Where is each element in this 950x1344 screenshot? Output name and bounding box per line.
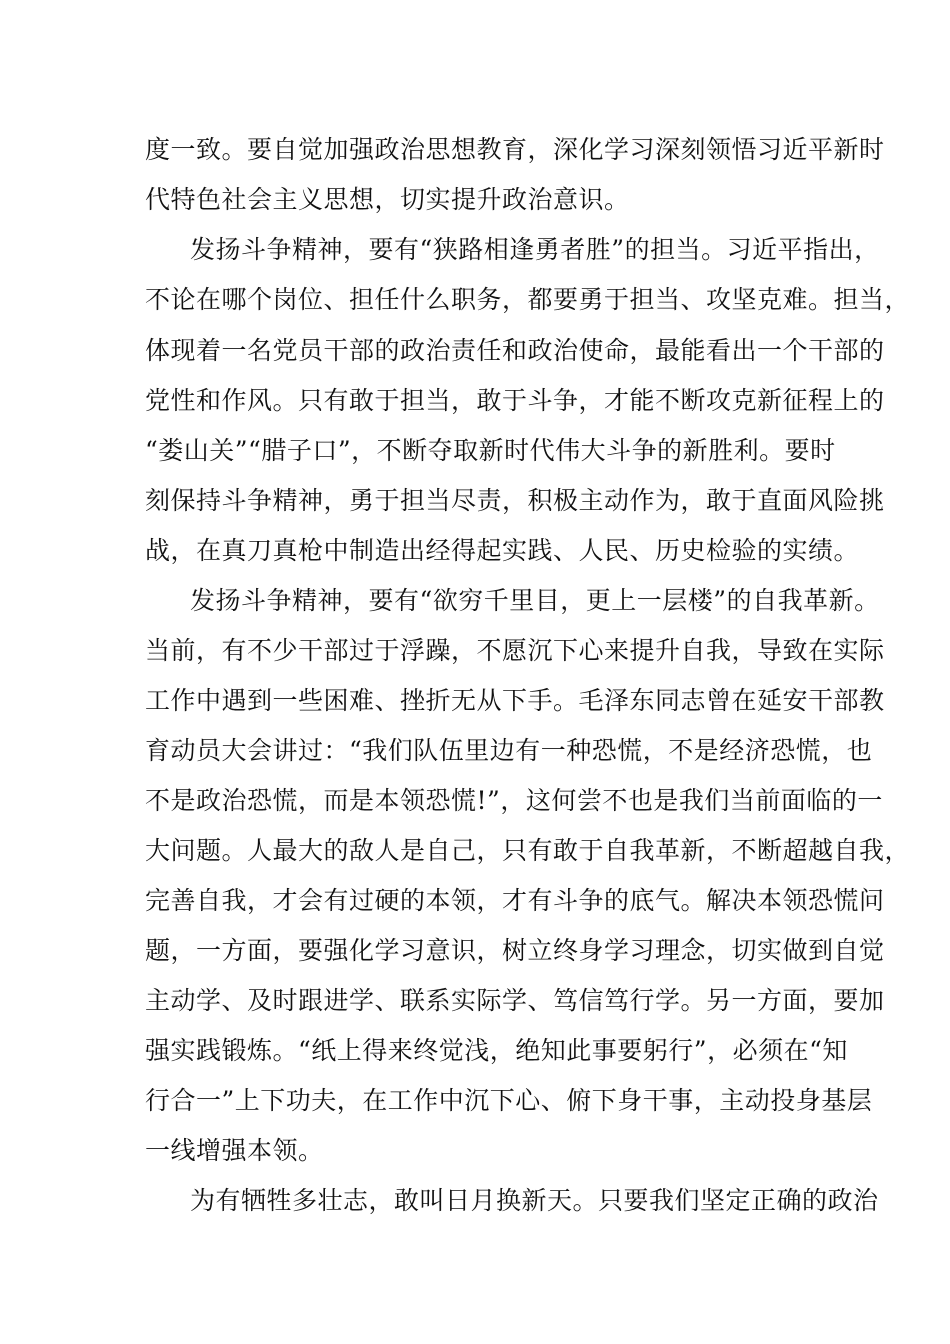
text-line: 育动员大会讲过：“我们队伍里边有一种恐慌，不是经济恐慌，也 — [145, 736, 873, 765]
text-line: 战，在真刀真枪中制造出经得起实践、人民、历史检验的实绩。 — [145, 536, 860, 565]
text-line: 代特色社会主义思想，切实提升政治意识。 — [145, 185, 630, 214]
text-line: 主动学、及时跟进学、联系实际学、笃信笃行学。另一方面，要加 — [145, 986, 885, 1015]
text-line: 行合一”上下功夫，在工作中沉下心、俯下身干事，主动投身基层 — [145, 1086, 873, 1115]
text-line: 当前，有不少干部过于浮躁，不愿沉下心来提升自我，导致在实际 — [145, 636, 885, 665]
text-line: 工作中遇到一些困难、挫折无从下手。毛泽东同志曾在延安干部教 — [145, 686, 885, 715]
text-line: 发扬斗争精神，要有“欲穷千里目，更上一层楼”的自我革新。 — [190, 586, 880, 615]
text-line: 强实践锻炼。“纸上得来终觉浅，绝知此事要躬行”，必须在“知 — [145, 1036, 848, 1065]
text-line: 党性和作风。只有敢于担当，敢于斗争，才能不断攻克新征程上的 — [145, 386, 885, 415]
text-line: 度一致。要自觉加强政治思想教育，深化学习深刻领悟习近平新时 — [145, 135, 885, 164]
text-line: 大问题。人最大的敌人是自己，只有敢于自我革新，不断超越自我， — [145, 836, 911, 865]
text-line: 题，一方面，要强化学习意识，树立终身学习理念，切实做到自觉 — [145, 936, 885, 965]
text-line: 不是政治恐慌，而是本领恐慌!”，这何尝不也是我们当前面临的一 — [145, 786, 883, 815]
text-line: 为有牺牲多壮志，敢叫日月换新天。只要我们坚定正确的政治 — [190, 1186, 879, 1215]
text-line: 不论在哪个岗位、担任什么职务，都要勇于担当、攻坚克难。担当， — [145, 285, 911, 314]
text-line: 一线增强本领。 — [145, 1136, 324, 1165]
text-line: “娄山关”“腊子口”，不断夺取新时代伟大斗争的新胜利。要时 — [145, 436, 836, 465]
text-line: 体现着一名党员干部的政治责任和政治使命，最能看出一个干部的 — [145, 336, 885, 365]
text-line: 刻保持斗争精神，勇于担当尽责，积极主动作为，敢于直面风险挑 — [145, 486, 885, 515]
text-line: 发扬斗争精神，要有“狭路相逢勇者胜”的担当。习近平指出， — [190, 235, 880, 264]
text-line: 完善自我，才会有过硬的本领，才有斗争的底气。解决本领恐慌问 — [145, 886, 885, 915]
